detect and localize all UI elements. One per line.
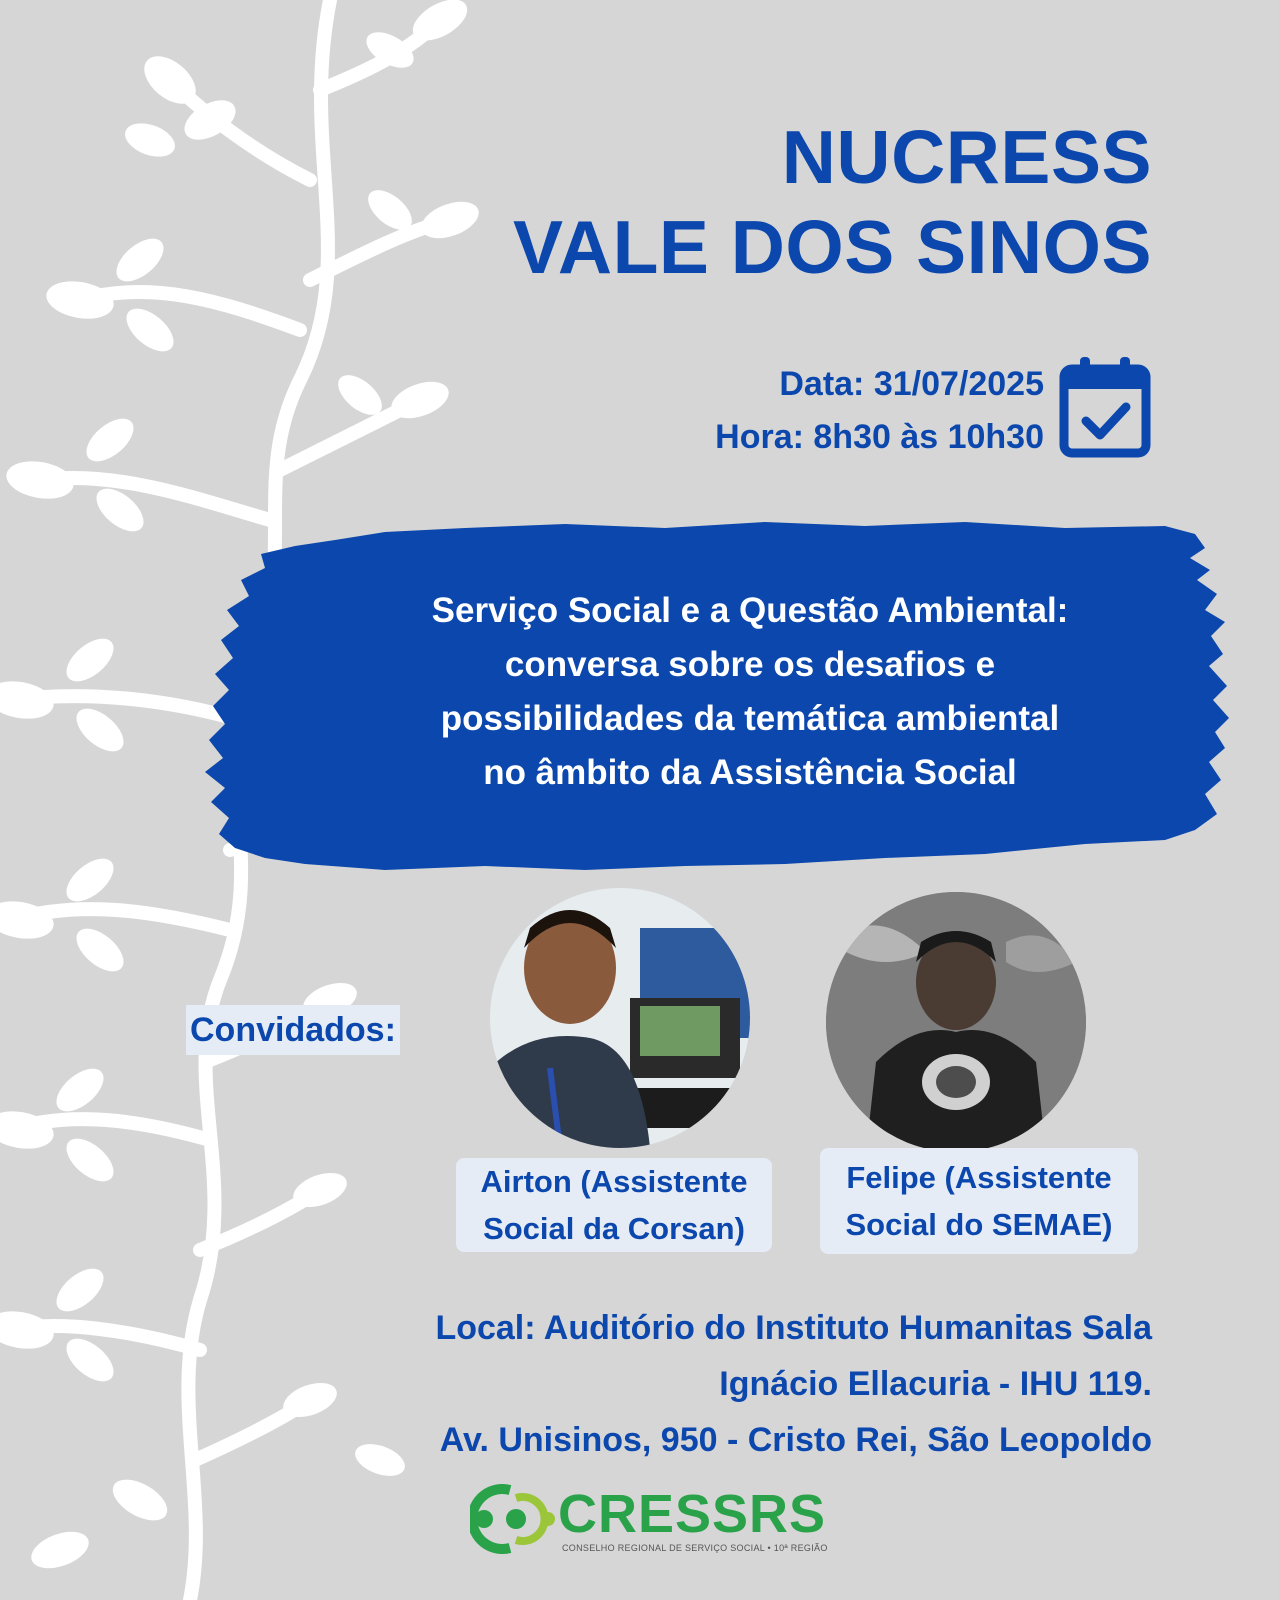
guest-name-line: Social da Corsan): [483, 1211, 745, 1246]
event-datetime: [715, 358, 1044, 464]
calendar-check-icon: [1058, 355, 1152, 459]
location-line: Local: Auditório do Instituto Humanitas Sala: [435, 1309, 1152, 1347]
topic-line: conversa sobre os desafios e: [504, 645, 996, 684]
poster-title: [513, 112, 1152, 292]
topic-line: Serviço Social e a Questão Ambiental:: [431, 591, 1069, 630]
guest-name-line: Airton (Assistente: [480, 1164, 748, 1199]
logo-subtitle: CONSELHO REGIONAL DE SERVIÇO SOCIAL • 10ª REGIÃO: [562, 1543, 828, 1553]
location-line: Ignácio Ellacuria - IHU 119.: [719, 1365, 1152, 1403]
guest-photo-airton: [490, 888, 750, 1148]
event-time: Hora: 8h30 às 10h30: [715, 418, 1044, 456]
title-line-1: NUCRESS: [781, 115, 1152, 199]
guest-name-line: Social do SEMAE): [845, 1207, 1113, 1242]
event-date: Data: 31/07/2025: [779, 365, 1044, 403]
cressrs-logo-mark: [470, 1484, 556, 1554]
location-line: Av. Unisinos, 950 - Cristo Rei, São Leopoldo: [439, 1421, 1152, 1459]
guest-name-airton: [456, 1158, 772, 1252]
logo-name: CRESSRS: [558, 1484, 827, 1544]
guests-label: Convidados:: [186, 1005, 400, 1055]
topic-line: no âmbito da Assistência Social: [483, 753, 1017, 792]
guest-name-felipe: [820, 1148, 1138, 1254]
guest-name-line: Felipe (Assistente: [846, 1160, 1112, 1195]
cressrs-logo: [470, 1484, 828, 1554]
guest-photo-felipe: [826, 892, 1086, 1152]
event-location: [435, 1300, 1152, 1468]
topic-text: [340, 584, 1160, 800]
topic-line: possibilidades da temática ambiental: [440, 699, 1060, 738]
title-line-2: VALE DOS SINOS: [512, 205, 1152, 289]
